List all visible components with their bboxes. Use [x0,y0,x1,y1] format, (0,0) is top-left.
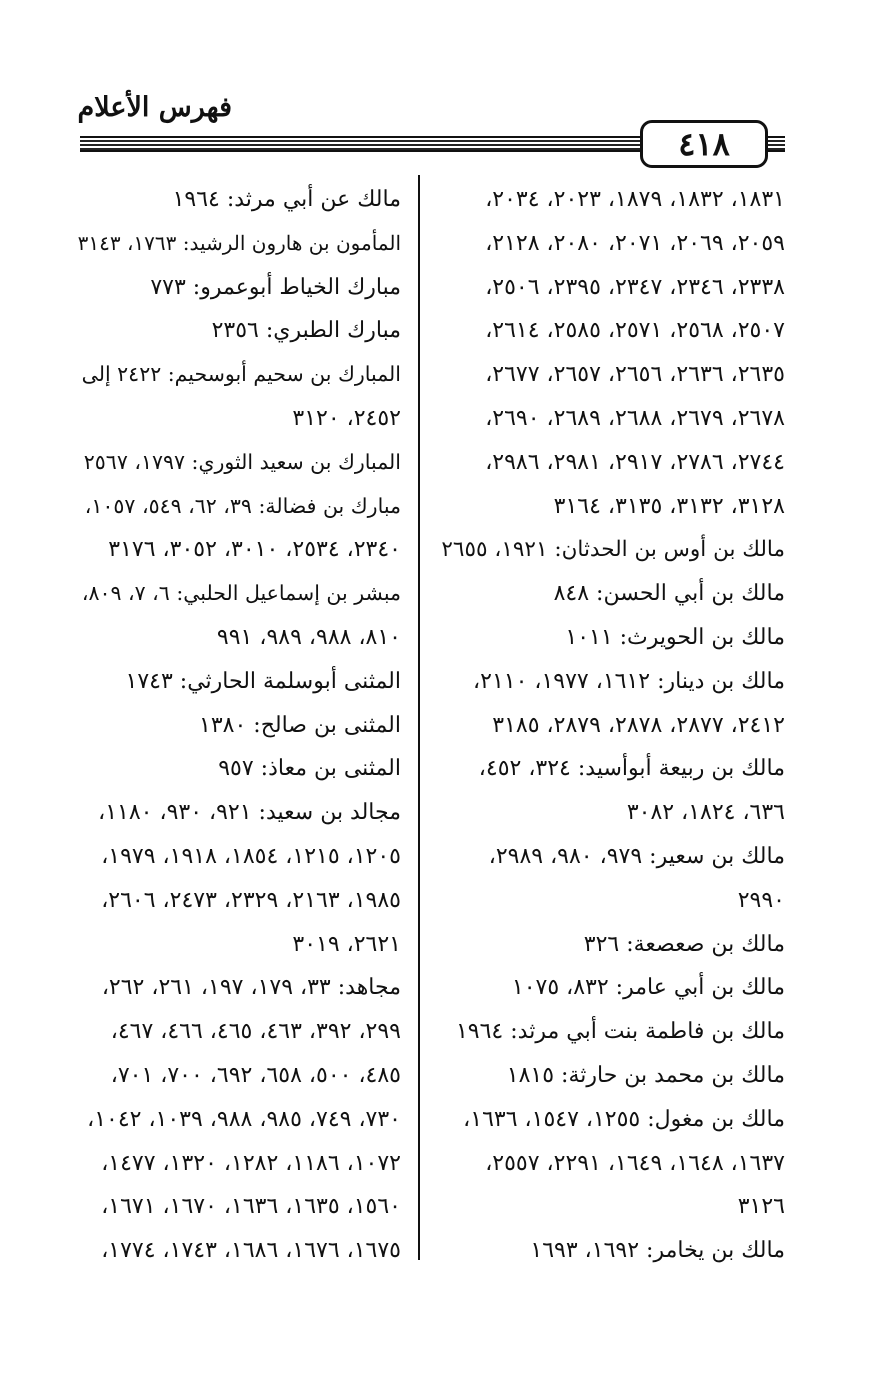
index-line: ١٦٧٥، ١٦٧٦، ١٦٨٦، ١٧٤٣، ١٧٧٤، [101,1238,401,1264]
index-line: مالك عن أبي مرثد: ١٩٦٤ [172,187,401,212]
index-line: المأمون بن هارون الرشيد: ١٧٦٣، ٣١٤٣ [77,230,401,255]
index-line: ٢٩٩، ٣٩٢، ٤٦٣، ٤٦٥، ٤٦٦، ٤٦٧، [110,1019,401,1045]
index-line: مجالد بن سعيد: ٩٢١، ٩٣٠، ١١٨٠، [98,800,401,826]
index-line: مبارك بن فضالة: ٣٩، ٦٢، ٥٤٩، ١٠٥٧، [84,493,401,518]
index-line: ٢٣٣٨، ٢٣٤٦، ٢٣٤٧، ٢٣٩٥، ٢٥٠٦، [485,274,785,300]
page-number: ٤١٨ [640,120,768,168]
index-line: ٢٠٥٩، ٢٠٦٩، ٢٠٧١، ٢٠٨٠، ٢١٢٨، [485,230,785,256]
index-line: ١٩٨٥، ٢١٦٣، ٢٣٢٩، ٢٤٧٣، ٢٦٠٦، [101,887,401,913]
index-line: ٢٣٤٠، ٢٥٣٤، ٣٠١٠، ٣٠٥٢، ٣١٧٦ [108,537,401,563]
index-line: مالك بن مغول: ١٢٥٥، ١٥٤٧، ١٦٣٦، [463,1106,785,1132]
index-line: المثنى بن صالح: ١٣٨٠ [199,712,401,738]
index-line: مبشر بن إسماعيل الحلبي: ٦، ٧، ٨٠٩، [81,581,401,606]
index-line: مالك بن الحويرث: ١٠١١ [565,624,785,650]
index-line: مالك بن دينار: ١٦١٢، ١٩٧٧، ٢١١٠، [473,668,785,694]
index-line: مالك بن صعصعة: ٣٢٦ [583,931,785,957]
index-line: مبارك الخياط أبوعمرو: ٧٧٣ [150,274,401,300]
index-line: مالك بن محمد بن حارثة: ١٨١٥ [506,1062,785,1088]
index-line: مالك بن فاطمة بنت أبي مرثد: ١٩٦٤ [455,1019,785,1045]
index-line: ٣١٢٦ [737,1194,785,1220]
index-line: ٨١٠، ٩٨٨، ٩٨٩، ٩٩١ [216,624,401,650]
index-line: ٦٣٦، ١٨٢٤، ٣٠٨٢ [626,800,785,826]
index-line: ٣١٢٨، ٣١٣٢، ٣١٣٥، ٣١٦٤ [553,493,785,519]
index-line: مالك بن أبي الحسن: ٨٤٨ [553,581,785,607]
index-column-right [440,178,785,1273]
index-line: مالك بن أوس بن الحدثان: ١٩٢١، ٢٦٥٥ [441,537,785,563]
index-line: ١٥٦٠، ١٦٣٥، ١٦٣٦، ١٦٧٠، ١٦٧١، [101,1194,401,1220]
index-line: ٧٣٠، ٧٤٩، ٩٨٥، ٩٨٨، ١٠٣٩، ١٠٤٢، [87,1106,401,1132]
page-header [0,0,873,170]
index-line: ١٠٧٢، ١١٨٦، ١٢٨٢، ١٣٢٠، ١٤٧٧، [101,1150,401,1176]
index-line: ٢٤٥٢، ٣١٢٠ [292,405,401,431]
index-line: مجاهد: ٣٣، ١٧٩، ١٩٧، ٢٦١، ٢٦٢، [101,975,401,1001]
index-line: ٢٦٢١، ٣٠١٩ [292,931,401,957]
index-line: مالك بن سعير: ٩٧٩، ٩٨٠، ٢٩٨٩، [488,843,785,869]
index-line: ٢٦٣٥، ٢٦٣٦، ٢٦٥٦، ٢٦٥٧، ٢٦٧٧، [485,362,785,388]
index-line: ٢٦٧٨، ٢٦٧٩، ٢٦٨٨، ٢٦٨٩، ٢٦٩٠، [485,405,785,431]
column-divider [418,175,420,1260]
index-line: ١٢٠٥، ١٢١٥، ١٨٥٤، ١٩١٨، ١٩٧٩، [101,843,401,869]
index-line: ١٦٣٧، ١٦٤٨، ١٦٤٩، ٢٢٩١، ٢٥٥٧، [485,1150,785,1176]
index-column-left [78,178,401,1273]
index-line: مالك بن أبي عامر: ٨٣٢، ١٠٧٥ [511,975,785,1001]
index-line: مبارك الطبري: ٢٣٥٦ [211,318,401,344]
index-line: ١٨٣١، ١٨٣٢، ١٨٧٩، ٢٠٢٣، ٢٠٣٤، [485,187,785,212]
index-line: ٤٨٥، ٥٠٠، ٦٥٨، ٦٩٢، ٧٠٠، ٧٠١، [110,1062,401,1088]
index-line: ٢٩٩٠ [737,887,785,913]
index-line: المثنى أبوسلمة الحارثي: ١٧٤٣ [125,668,401,694]
index-line: ٢٥٠٧، ٢٥٦٨، ٢٥٧١، ٢٥٨٥، ٢٦١٤، [485,318,785,344]
index-line: مالك بن يخامر: ١٦٩٢، ١٦٩٣ [530,1238,785,1264]
running-title: فهرس الأعلام [77,92,232,123]
index-line: ٢٤١٢، ٢٨٧٧، ٢٨٧٨، ٢٨٧٩، ٣١٨٥ [492,712,785,738]
index-line: ٢٧٤٤، ٢٧٨٦، ٢٩١٧، ٢٩٨١، ٢٩٨٦، [485,449,785,475]
index-line: المثنى بن معاذ: ٩٥٧ [218,756,401,782]
index-line: المبارك بن سحيم أبوسحيم: ٢٤٢٢ إلى [81,362,401,387]
index-line: المبارك بن سعيد الثوري: ١٧٩٧، ٢٥٦٧ [83,449,401,474]
index-line: مالك بن ربيعة أبوأسيد: ٣٢٤، ٤٥٢، [478,756,785,782]
